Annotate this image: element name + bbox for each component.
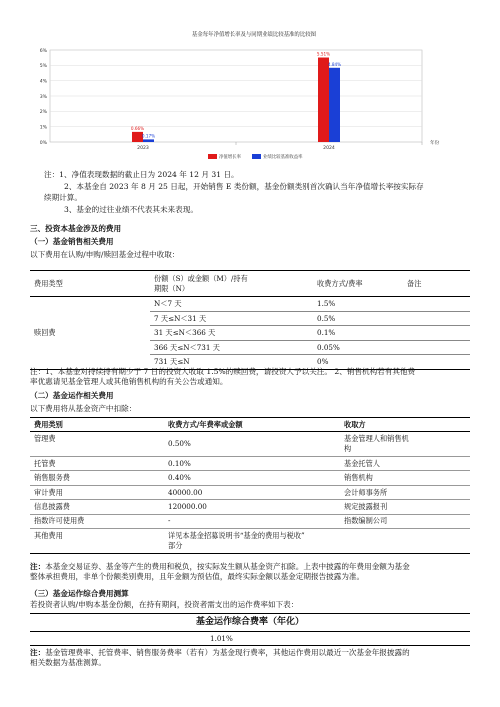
note-2: 2、本基金自 2023 年 8 月 25 日起，开始销售 E 类份额，基金份额类别首次确认当年净值增长率按实际存 xyxy=(64,182,424,192)
note-2-cont: 续期计算。 xyxy=(44,192,82,202)
table-row: 信息披露费 120000.00 规定披露报刊 xyxy=(30,500,470,514)
rate-cell: 0% xyxy=(313,355,403,370)
chart-canvas xyxy=(30,26,478,168)
table-row: 指数许可使用费 - 指数编制公司 xyxy=(30,514,470,528)
y-tick-label: 1% xyxy=(39,125,47,131)
rate-cell: 1.5% xyxy=(313,297,403,312)
y-tick-label: 2% xyxy=(39,110,47,116)
combined-rate-value: 1.01% xyxy=(30,632,470,646)
legend-label-1: 业绩比较基准收益率 xyxy=(263,155,303,160)
note-1: 注：1、净值表现数据的截止日为 2024 年 12 月 31 日。 xyxy=(44,170,239,179)
header-period: 份额（S）或金额（M）/持有 期限（N） xyxy=(150,271,313,297)
period-cell: 31 天≤N＜366 天 xyxy=(150,326,313,341)
table-row xyxy=(30,297,470,312)
operation-fees-desc: 以下费用将从基金资产中扣除： xyxy=(30,404,137,413)
note-label: 注： xyxy=(30,562,46,571)
x-tick-label: 2024 xyxy=(323,146,335,151)
bar-2024-nav xyxy=(318,58,329,142)
sales-fees-desc: 以下费用在认购/申购/赎回基金过程中收取： xyxy=(30,250,180,259)
operation-fee-note: 注：本基金交易证券、基金等产生的费用和税负，按实际发生额从基金资产扣除。上表中披露的年费用金额为基金 整体承担费用，非单个份额类别费用，且年金额为预估值，最终实际金额以基金定期报告披露为准。 xyxy=(30,562,410,582)
table-header-row xyxy=(30,418,470,432)
fee-type-cell: 赎回费 xyxy=(30,297,150,370)
period-cell: 366 天≤N＜731 天 xyxy=(150,340,313,355)
sales-fee-table xyxy=(30,270,470,370)
header-fee-method: 收费方式/年费率或金额 xyxy=(164,418,340,432)
table-row: 审计费用 40000.00 会计师事务所 xyxy=(30,485,470,499)
period-cell: N＜7 天 xyxy=(150,297,313,312)
operation-fee-table xyxy=(30,417,470,554)
header-rate: 收费方式/费率 xyxy=(313,271,403,297)
legend-swatch-1 xyxy=(252,154,261,159)
table-row: 其他费用 详见本基金招募说明书“基金的费用与税收” 部分 xyxy=(30,528,470,553)
combined-fee-note: 注：基金管理费率、托管费率、销售服务费率（若有）为基金现行费率，其他运作费用以最近一次基金年报披露的 相关数据为基准测算。 xyxy=(30,648,410,668)
legend-swatch-0 xyxy=(208,154,217,159)
table-row: 托管费 0.10% 基金托管人 xyxy=(30,457,470,471)
bar-2023-benchmark xyxy=(143,139,154,142)
note-3: 3、基金的过往业绩不代表其未来表现。 xyxy=(64,204,198,214)
header-fee-category: 费用类别 xyxy=(30,418,164,432)
performance-notes xyxy=(30,170,472,215)
y-tick-label: 6% xyxy=(39,48,47,54)
table-row xyxy=(30,632,470,646)
chart-title: 基金每年净值增长率及与同期业绩比较基准的比较图 xyxy=(192,32,316,38)
data-label: 0.17% xyxy=(141,133,156,139)
table-header-row xyxy=(30,271,470,297)
x-tick-label: 2023 xyxy=(137,146,149,151)
rate-cell: 0.1% xyxy=(313,326,403,341)
bar-2024-benchmark xyxy=(329,68,340,142)
table-header-row xyxy=(30,614,470,632)
period-cell: 731 天≤N xyxy=(150,355,313,370)
section-title-combined-fees: （三）基金运作综合费用测算 xyxy=(30,589,129,598)
section-title-fees: 三、投资本基金涉及的费用 xyxy=(30,224,122,233)
rate-cell: 0.5% xyxy=(313,311,403,326)
header-recipient: 收取方 xyxy=(340,418,470,432)
header-remark: 备注 xyxy=(403,271,470,297)
combined-fees-desc: 若投资者认购/申购本基金份额，在持有期间，投资者需支出的运作费率如下表： xyxy=(30,600,299,609)
rate-cell: 0.05% xyxy=(313,340,403,355)
y-tick-label: 3% xyxy=(39,94,47,100)
table-row: 销售服务费 0.40% 销售机构 xyxy=(30,471,470,485)
header-combined-rate: 基金运作综合费率（年化） xyxy=(30,614,470,632)
y-tick-label: 4% xyxy=(39,79,47,85)
period-cell: 7 天≤N＜31 天 xyxy=(150,311,313,326)
data-label: 5.51% xyxy=(316,51,331,57)
header-fee-type: 费用类型 xyxy=(30,271,150,297)
data-label: 4.84% xyxy=(327,61,342,67)
table-row: 管理费 0.50% 基金管理人和销售机 构 xyxy=(30,432,470,457)
y-tick-label: 5% xyxy=(39,64,47,70)
performance-chart xyxy=(30,26,478,168)
section-title-sales-fees: （一）基金销售相关费用 xyxy=(30,237,114,246)
x-axis-label: 年份 xyxy=(430,141,440,146)
data-label: 0.66% xyxy=(130,125,145,131)
combined-fee-table xyxy=(30,613,470,646)
sales-fee-note: 注：1、本基金对持续持有期少于 7 日的投资人收取 1.5%的赎回费，请投资人予以关注。 2、销售机构若有其他费 率优惠请见基金管理人或其他销售机构的有关公告或通知。 xyxy=(30,367,416,387)
section-title-operation-fees: （二）基金运作相关费用 xyxy=(30,391,114,400)
y-tick-label: 0% xyxy=(39,140,47,146)
legend-label-0: 净值增长率 xyxy=(219,155,241,160)
